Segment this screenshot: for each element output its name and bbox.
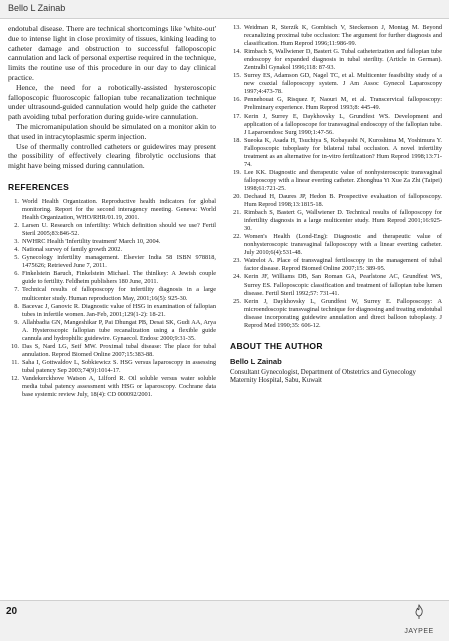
reference-item: 11. Saha I, Gottwaldov L, Sobkiewicz S. HSG versus laparoscopy in assessing tubal patency Sep 2003;74(9):1014-17. <box>11 358 216 374</box>
body-paragraph: endotubal disease. There are technical shortcomings like 'white-out' due to intense light in close proximity of tissues, kinking leading to catheter damage and obstruction to successful falloposcopic cannulation and lack of personal expertise required in the technique, limits the routine use of this procedure in our day to day clinical practice. <box>8 24 216 82</box>
reference-item: 15. Surrey ES, Adamson GD, Nagel TC, et al. Multicenter feasibility study of a new coaxial falloposcopy system. J Am Assoc Gynecol Laparoscopy 1997;4:473-78. <box>233 72 442 96</box>
reference-item: 25. Kerin J, Daykhovsky L, Grundfest W, Surrey E. Falloposcopy: A microendoscopic transvaginal technique for diagnosing and treating endotubal disease incorporating guidewire annulation and direct balloon tuboplasty. J Reprod Med 1990;35: 606-12. <box>233 297 442 329</box>
reference-item: 7. Technical results of falloposcopy for infertility diagnosis in a large multicenter study. Human reproduction May, 2001;16(5): 925-30. <box>14 286 216 302</box>
reference-item: 4. National survey of family growth 2002. <box>14 246 123 254</box>
reference-item: 2. Larsen U. Research on infertility: Which definition should we use? Fertil Steril 2005;83:846-52. <box>14 222 216 238</box>
author-affiliation: Consultant Gynecologist, Department of Obstetrics and Gynecology Maternity Hospital, Sabu, Kuwait <box>230 368 416 385</box>
author-name: Bello L Zainab <box>230 356 282 366</box>
reference-item: 9. Allahbadia GN, Mangeshikar P, Pai Dhungat PB, Desai SK, Gudi AA, Arya A. Hysteroscopic fallopian tube recanalization using a flexible guide cannula and hydrophilic guidewire. Gynaecol. Endosc 2000;9:31-35. <box>14 318 216 342</box>
reference-item: 20. Dechaud H, Daures JP, Hedon B. Prospective evaluation of falloposcopy. Hum Reprod 1998;13:1815-18. <box>233 192 442 209</box>
reference-item: 19. Lee KK. Diagnostic and therapeutic value of nonhysteroscopic transvaginal falloposcopy with a linear everting catheter. Zhonghua Yi Xue Za Zhi (Taipei) 1998;61:721-25. <box>233 168 442 192</box>
reference-item: 21. Rimbach S, Bastert G, Wallwiener D. Technical results of falloposcopy for infertility diagnosis in a large multicenter study. Hum Reprod 2001;16:925-30. <box>233 209 442 233</box>
reference-item: 3. NWHRC Health 'Infertility treatment' March 10, 2004. <box>14 238 161 246</box>
reference-list-left <box>8 198 216 399</box>
reference-item: 16. Pennehouat G, Risquez F, Naouri M, et al. Transcervical falloposcopy: Preliminary experience. Hum Reprod 1993;8: 445-49. <box>233 96 442 112</box>
publisher-logo <box>399 604 439 634</box>
jaypee-flame-icon <box>411 604 427 620</box>
right-column <box>230 24 442 386</box>
reference-item: 5. Gynecology infertility management. Elsevier India 58 ISBN 978818, 1475626; Retrieved June 7, 2011. <box>14 254 216 270</box>
reference-item: 14. Rimbach S, Wallwiener D, Bastert G. Tubal catheterization and fallopian tube endoscopy for expanded diagnosis in tubal sterility. (Article in German). Zentralbl Gynakol 1996;118: 87-93. <box>233 48 442 72</box>
reference-item: 6. Finkelstein Baruch, Finkelstein Michael. The thinlkey: A Jewish couple guide to fertility. Feldheim publishers 180 June, 2011. <box>14 270 216 286</box>
references-heading: REFERENCES <box>8 181 70 192</box>
reference-item: 23. Watrelot A. Place of transvaginal fertiloscopy in the management of tubal factor disease. Reprod Biomed Online 2007;15: 389-95. <box>233 257 442 273</box>
reference-item: 12. Vandekerckhove Watson A, Lilford R. Oil soluble versus water soluble media tubal patency assessment with HSG or laparoscopy. Cochrane data base systemic review July, 18(4): CD 000092/2001. <box>11 374 216 399</box>
about-author-heading: ABOUT THE AUTHOR <box>230 340 323 351</box>
reference-item: 8. Bacevac J, Ganovic R. Diagnostic value of HSG in examination of fallopian tubes in infertile women. Jan-Feb, 2001;129(1-2): 18-21. <box>14 302 216 318</box>
reference-item: 22. Women's Health (Lond-Eng): Diagnostic and therapeutic value of nonhysteroscopic transvaginal falloposcopy with a linear everting catheter. July 2010;6(4):531-48. <box>233 233 442 257</box>
reference-item: 13. Weidman R, Sterzik K, Gombisch V, Steckenson J, Montag M. Beyond recanalizing proximal tube occlusion: The argument for further diagnosis and classification. Hum Reprod 1996;11:986-99. <box>233 24 442 48</box>
reference-list-right <box>230 24 442 330</box>
body-paragraph: Hence, the need for a robotically-assisted hysteroscopic falloposcopic fluoroscopic fallopian tube recanalization technique under ultrasound-guided cannulation would help guide the catheter path avoiding tubal perforation during guide-wire cannulation. <box>8 82 216 122</box>
page-number: 20 <box>6 606 18 617</box>
reference-item: 17. Kerin J, Surrey E, Daykhovsky L, Grundfest WS. Development and application of a falloposcope for transvaginal endoscopy of the fallopian tube. J Laparoendosc Surg 1990;1:47-56. <box>233 112 442 136</box>
reference-item: 24. Kerin JF, Williams DB, San Roman GA, Pearlstone AC, Grundfest WS, Surrey ES. Falloposcopic classification and treatment of fallopian tube lumen disease. Fertil Steril 1992;57: 731-41. <box>233 273 442 297</box>
page-footer <box>0 600 449 641</box>
publisher-name: JAYPEE <box>404 628 434 635</box>
reference-item: 10. Das S, Nard LG, Seif MW. Proximal tubal disease: The place for tubal annulation. Reprod Biomed Online 2007;15:383-88. <box>11 342 216 358</box>
reference-item: 1. World Health Organization. Reproductive health indicators for global monitoring. Report for the second interagency meeting. Geneva: World Health Organization, WHO/RHR/01.19, 2001. <box>14 197 216 222</box>
running-header <box>0 0 449 19</box>
left-column <box>8 24 216 399</box>
reference-item: 18. Sueoka K, Asada H, Tsuchiya S, Kobayashi N, Kuroshima M, Yoshimura Y. Falloposcopic tuboplasty for bilateral tubal occlusion. A novel infertility treatment as an alternative for in-vitro fertilization? Hum Reprod 1998;13:71-74. <box>233 136 442 168</box>
body-paragraph: Use of thermally controlled catheters or guidewires may present the possibility of effectively clearing fibrolytic occlusions that might have being missed during cannulation. <box>8 141 216 171</box>
body-paragraph: The micromanipulation should be simulated on a monitor akin to that used in intracytoplasmic sperm injection. <box>8 121 216 141</box>
running-title: Bello L Zainab <box>8 3 66 13</box>
